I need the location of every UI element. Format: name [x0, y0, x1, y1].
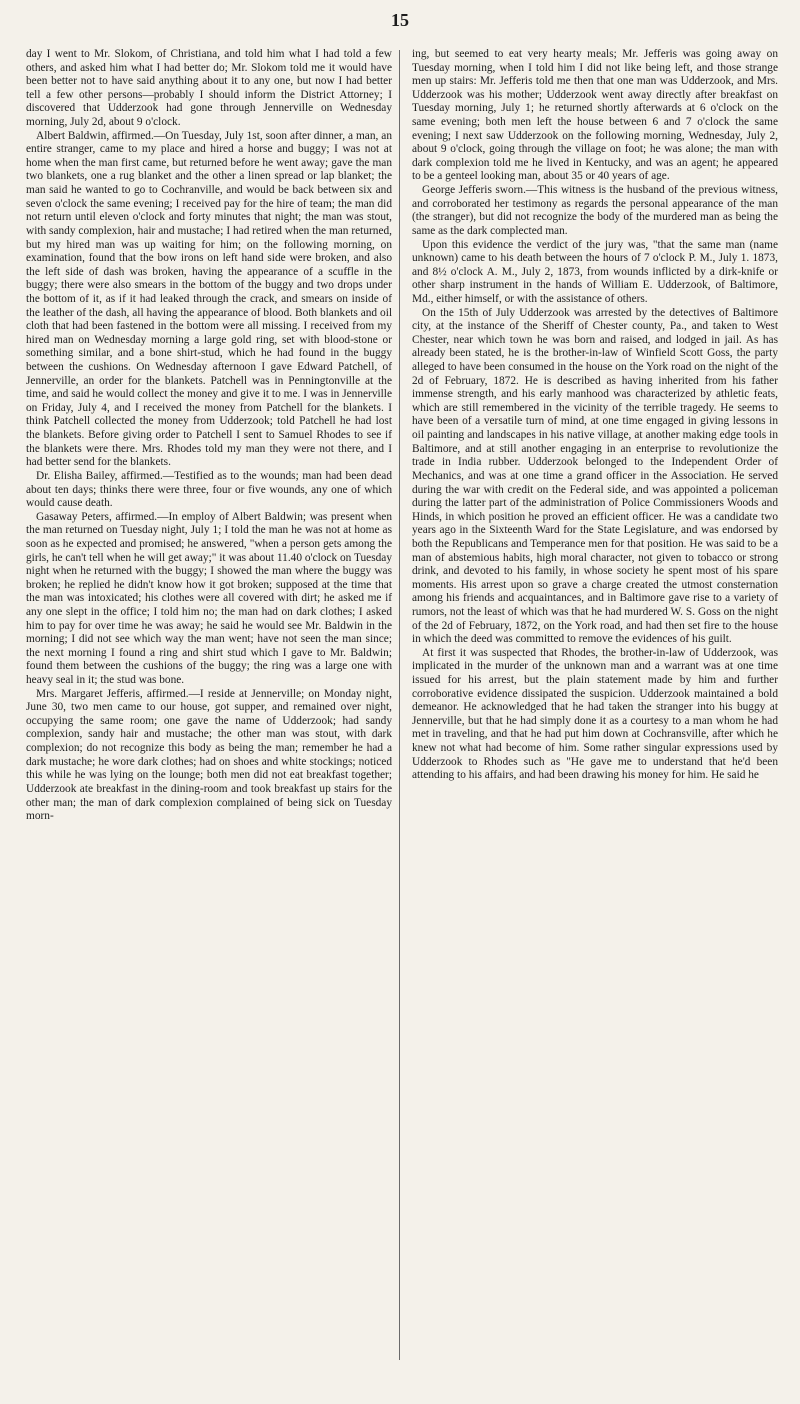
paragraph: George Jefferis sworn.—This witness is the husband of the previous witness, and corroborated her testimony as regards the personal appearance of the man (the stranger), but did not recognize the body of the murdered man as being the same as the dark complected man.: [412, 184, 778, 237]
paragraph: At first it was suspected that Rhodes, the brother-in-law of Udderzook, was implicated in the murder of the unknown man and a warrant was at one time issued for his arrest, but the plain statement made by him and further corroborative evidence dissipated the suspicion. Udderzook maintained a bold demeanor. He acknowledged that he had taken the stranger into his buggy at Jennerville, but that he had simply done it as a courtesy to a man whom he had met in traveling, and that he had put him down at Cochransville, after which he knew not what had become of him. Some rather singular expressions used by Udderzook to Rhodes such as "He gave me to understand that he'd been attending to his affairs, and had been drawing his money for him. He said he: [412, 646, 778, 782]
page-number: 15: [391, 10, 409, 30]
right-column: [412, 48, 778, 824]
paragraph: Albert Baldwin, affirmed.—On Tuesday, July 1st, soon after dinner, a man, an entire stranger, came to my place and hired a horse and buggy; I was not at home when the man first came, but returned before he went away; gave the man two blankets, one a rug blanket and the other a linen spread or lap blanket; the man said he wanted to go to Cochranville, and would be back between six and seven o'clock the same evening; I received pay for the hire of team; the man did not return until eleven o'clock and forty minutes that night; the man was stout, with sandy complexion, hair and mustache; I had retired when the man returned, but my hired man was up waiting for him; on the following morning, on examination, found that the bow irons on left hand side were broken, and also the left side of dash was broken, having the appearance of a scuffle in the buggy; there were also smears in the bottom of the buggy and two drops under the bottom of it, as if it had leaked through the crack, and smears on inside of the leather of the dash, all having the appearance of blood. Both blankets and oil cloth that had been fastened in the bottom were all missing. I received from my hired man on Wednesday morning a large gold ring, set with blood-stone or something similar, and a bone shirt-stud, which he had found in the buggy between the cushions. On Wednesday afternoon I gave Edward Patchell, of Jennerville, an order for the blankets. Patchell was in Penningtonville at the time, and said he would collect the money and give it to me. I was in Jennerville on Friday, July 4, and I received the money from Patchell for the blankets. I think Patchell collected the money from Udderzook; told Patchell he had lost the blankets. Before giving order to Patchell I sent to Samuel Rhodes to see if the blankets were there. Mrs. Rhodes told my man they were not there, and I had better send for the blankets.: [26, 129, 392, 469]
paragraph: Mrs. Margaret Jefferis, affirmed.—I reside at Jennerville; on Monday night, June 30, two men came to our house, got supper, and remained over night, occupying the same room; one gave the name of Udderzook; had sandy complexion, sandy hair and mustache; the other man was stout, with dark complexion; do not recognize this body as being the man; remember he had a dark mustache; he wore dark clothes; had on shoes and white stockings; noticed this while he was lying on the lounge; both men did not eat breakfast together; Udderzook ate breakfast in the dining-room and took breakfast up stairs for the other man; the man of dark complexion complained of being sick on Tuesday morn-: [26, 687, 392, 823]
paragraph: Dr. Elisha Bailey, affirmed.—Testified as to the wounds; man had been dead about ten days; thinks there were three, four or five wounds, any one of which would cause death.: [26, 469, 392, 510]
text-columns: [26, 48, 778, 824]
paragraph: ing, but seemed to eat very hearty meals; Mr. Jefferis was going away on Tuesday morning, when I told him I did not like being left, and those strange men up stairs: Mr. Jefferis told me then that one man was Udderzook, and Mrs. Udderzook was his mother; Udderzook went away directly after breakfast on Tuesday morning, July 1; he returned shortly afterwards at 6 o'clock on the same evening; both men left the house between 6 and 7 o'clock the same evening; I next saw Udderzook on the following morning, Wednesday, July 2, about 9 o'clock, going through the village on foot; he was alone; the man with dark complexion told me he lived in Kentucky, and was an agent; he appeared to be a genteel looking man, about 35 or 40 years of age.: [412, 48, 778, 183]
paragraph: day I went to Mr. Slokom, of Christiana, and told him what I had told a few others, and asked him what I had better do; Mr. Slokom told me it would have been better not to have said anything about it to any one, but now I had better tell a few other persons—probably I should inform the District Attorney; I discovered that Udderzook had gone through Jennerville on Wednesday morning, July 2d, about 9 o'clock.: [26, 48, 392, 129]
paragraph: On the 15th of July Udderzook was arrested by the detectives of Baltimore city, at the instance of the Sheriff of Chester county, Pa., and taken to West Chester, near which town he was born and raised, and lodged in jail. As has already been stated, he is the brother-in-law of Winfield Scott Goss, the party alleged to have been consumed in the house on the York road on the night of the 2d of February, 1872. He is described as having inherited from his father immense strength, and his early manhood was characterized by athletic feats, which are still remembered in the vicinity of the terrible tragedy. He seems to have been of a versatile turn of mind, at one time engaged in giving lessons in oil painting and landscapes in his native village, at another making edge tools in Baltimore, and at still another engaging in an enterprise to revolutionize the trade in India rubber. Udderzook belonged to the Independent Order of Mechanics, and was at one time a grand officer in the Association. He served during the war with credit on the Federal side, and was appointed a policeman during the latter part of the administration of Police Commissioners Woods and Hinds, in which position he proved an efficient officer. He was a candidate two years ago in the Sixteenth Ward for the State Legislature, and was endorsed by both the Republicans and Temperance men for that position. He was said to be a man of abstemious habits, high moral character, not given to tobacco or strong drink, and devoted to his family, in whose society he spent most of his spare moments. His arrest upon so grave a charge created the utmost consternation among his friends and acquaintances, and in Baltimore gave rise to a variety of rumors, not the least of which was that he had murdered W. S. Goss on the night of the 2d of February, 1872, on the York road, and had then set fire to the house in which the deed was committed to remove the evidences of his guilt.: [412, 306, 778, 646]
paragraph: Upon this evidence the verdict of the jury was, "that the same man (name unknown) came to his death between the hours of 7 o'clock P. M., July 1. 1873, and 8½ o'clock A. M., July 2, 1873, from wounds inflicted by a dirk-knife or other sharp instrument in the hands of William E. Udderzook, of Baltimore, Md., either himself, or with the assistance of others.: [412, 238, 778, 305]
left-column: [26, 48, 392, 824]
paragraph: Gasaway Peters, affirmed.—In employ of Albert Baldwin; was present when the man returned on Tuesday night, July 1; I told the man he was not at home as soon as he expected and promised; he answered, "when a person gets among the girls, he can't tell when he will get away;" it was about 11.40 o'clock on Tuesday night when he returned with the buggy; I showed the man where the buggy was broken; he replied he didn't know how it got broken; supposed at the time that the man was intoxicated; his clothes were all covered with dirt; he asked me if any one slept in the office; I told him no; the man had on dark clothes; I asked him to pay for over time he was away; he said he would see Mr. Baldwin in the morning; I did not see which way the man went; have not seen the man since; the next morning I found a ring and shirt stud which I gave to Mr. Baldwin; found them between the cushions of the buggy; the ring was a large one with heavy seal in it; the stud was bone.: [26, 510, 392, 687]
